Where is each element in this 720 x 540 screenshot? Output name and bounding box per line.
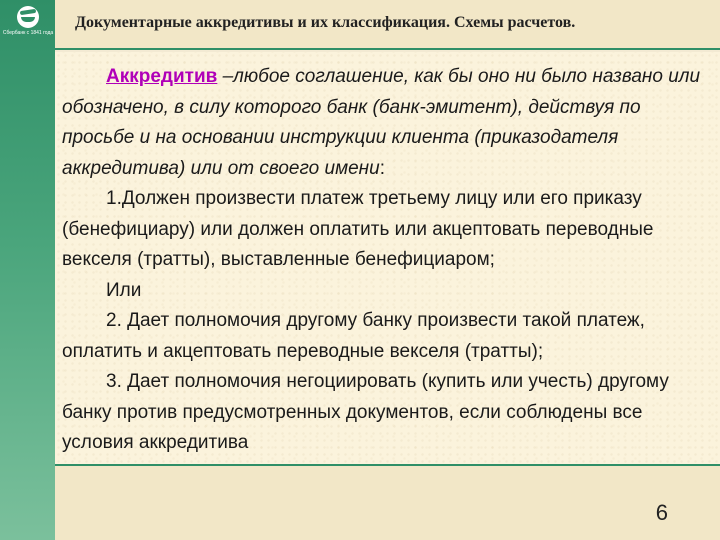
sberbank-logo xyxy=(2,6,54,44)
header-divider xyxy=(55,48,720,50)
term-link[interactable]: Аккредитив xyxy=(106,66,218,87)
slide-content xyxy=(55,52,720,464)
slide-footer xyxy=(55,466,720,540)
definition-text: –любое соглашение, как бы оно ни было названо или обозначено, в силу которого банк (банк-эмитент), действуя по просьбе и на основании инструкции клиента (приказодателя аккредитива) или от своего имени xyxy=(62,66,701,179)
page-number: 6 xyxy=(655,500,668,525)
paragraph-3: 3. Дает полномочия негоциировать (купить или учесть) другому банку против предусмотренных документов, если соблюдены все условия аккредитива xyxy=(62,371,669,453)
slide-header xyxy=(55,0,720,48)
definition-paragraph xyxy=(62,62,707,184)
paragraph-2: 2. Дает полномочия другому банку произвести такой платеж, оплатить и акцептовать переводные векселя (тратты); xyxy=(62,310,645,362)
paragraph-or: Или xyxy=(106,279,142,301)
paragraph-1: 1.Должен произвести платеж третьему лицу или его приказу (бенефициару) или должен оплатить или акцептовать переводные векселя (тратты), выставленные бенефициаром; xyxy=(62,188,654,270)
sberbank-logo-icon xyxy=(17,6,39,28)
left-sidebar xyxy=(0,0,55,540)
logo-caption: Сбербанк с 1841 года xyxy=(2,30,54,36)
slide-title: Документарные аккредитивы и их классификация. Схемы расчетов. xyxy=(75,14,576,31)
definition-colon: : xyxy=(379,157,385,179)
text-block xyxy=(62,62,707,459)
